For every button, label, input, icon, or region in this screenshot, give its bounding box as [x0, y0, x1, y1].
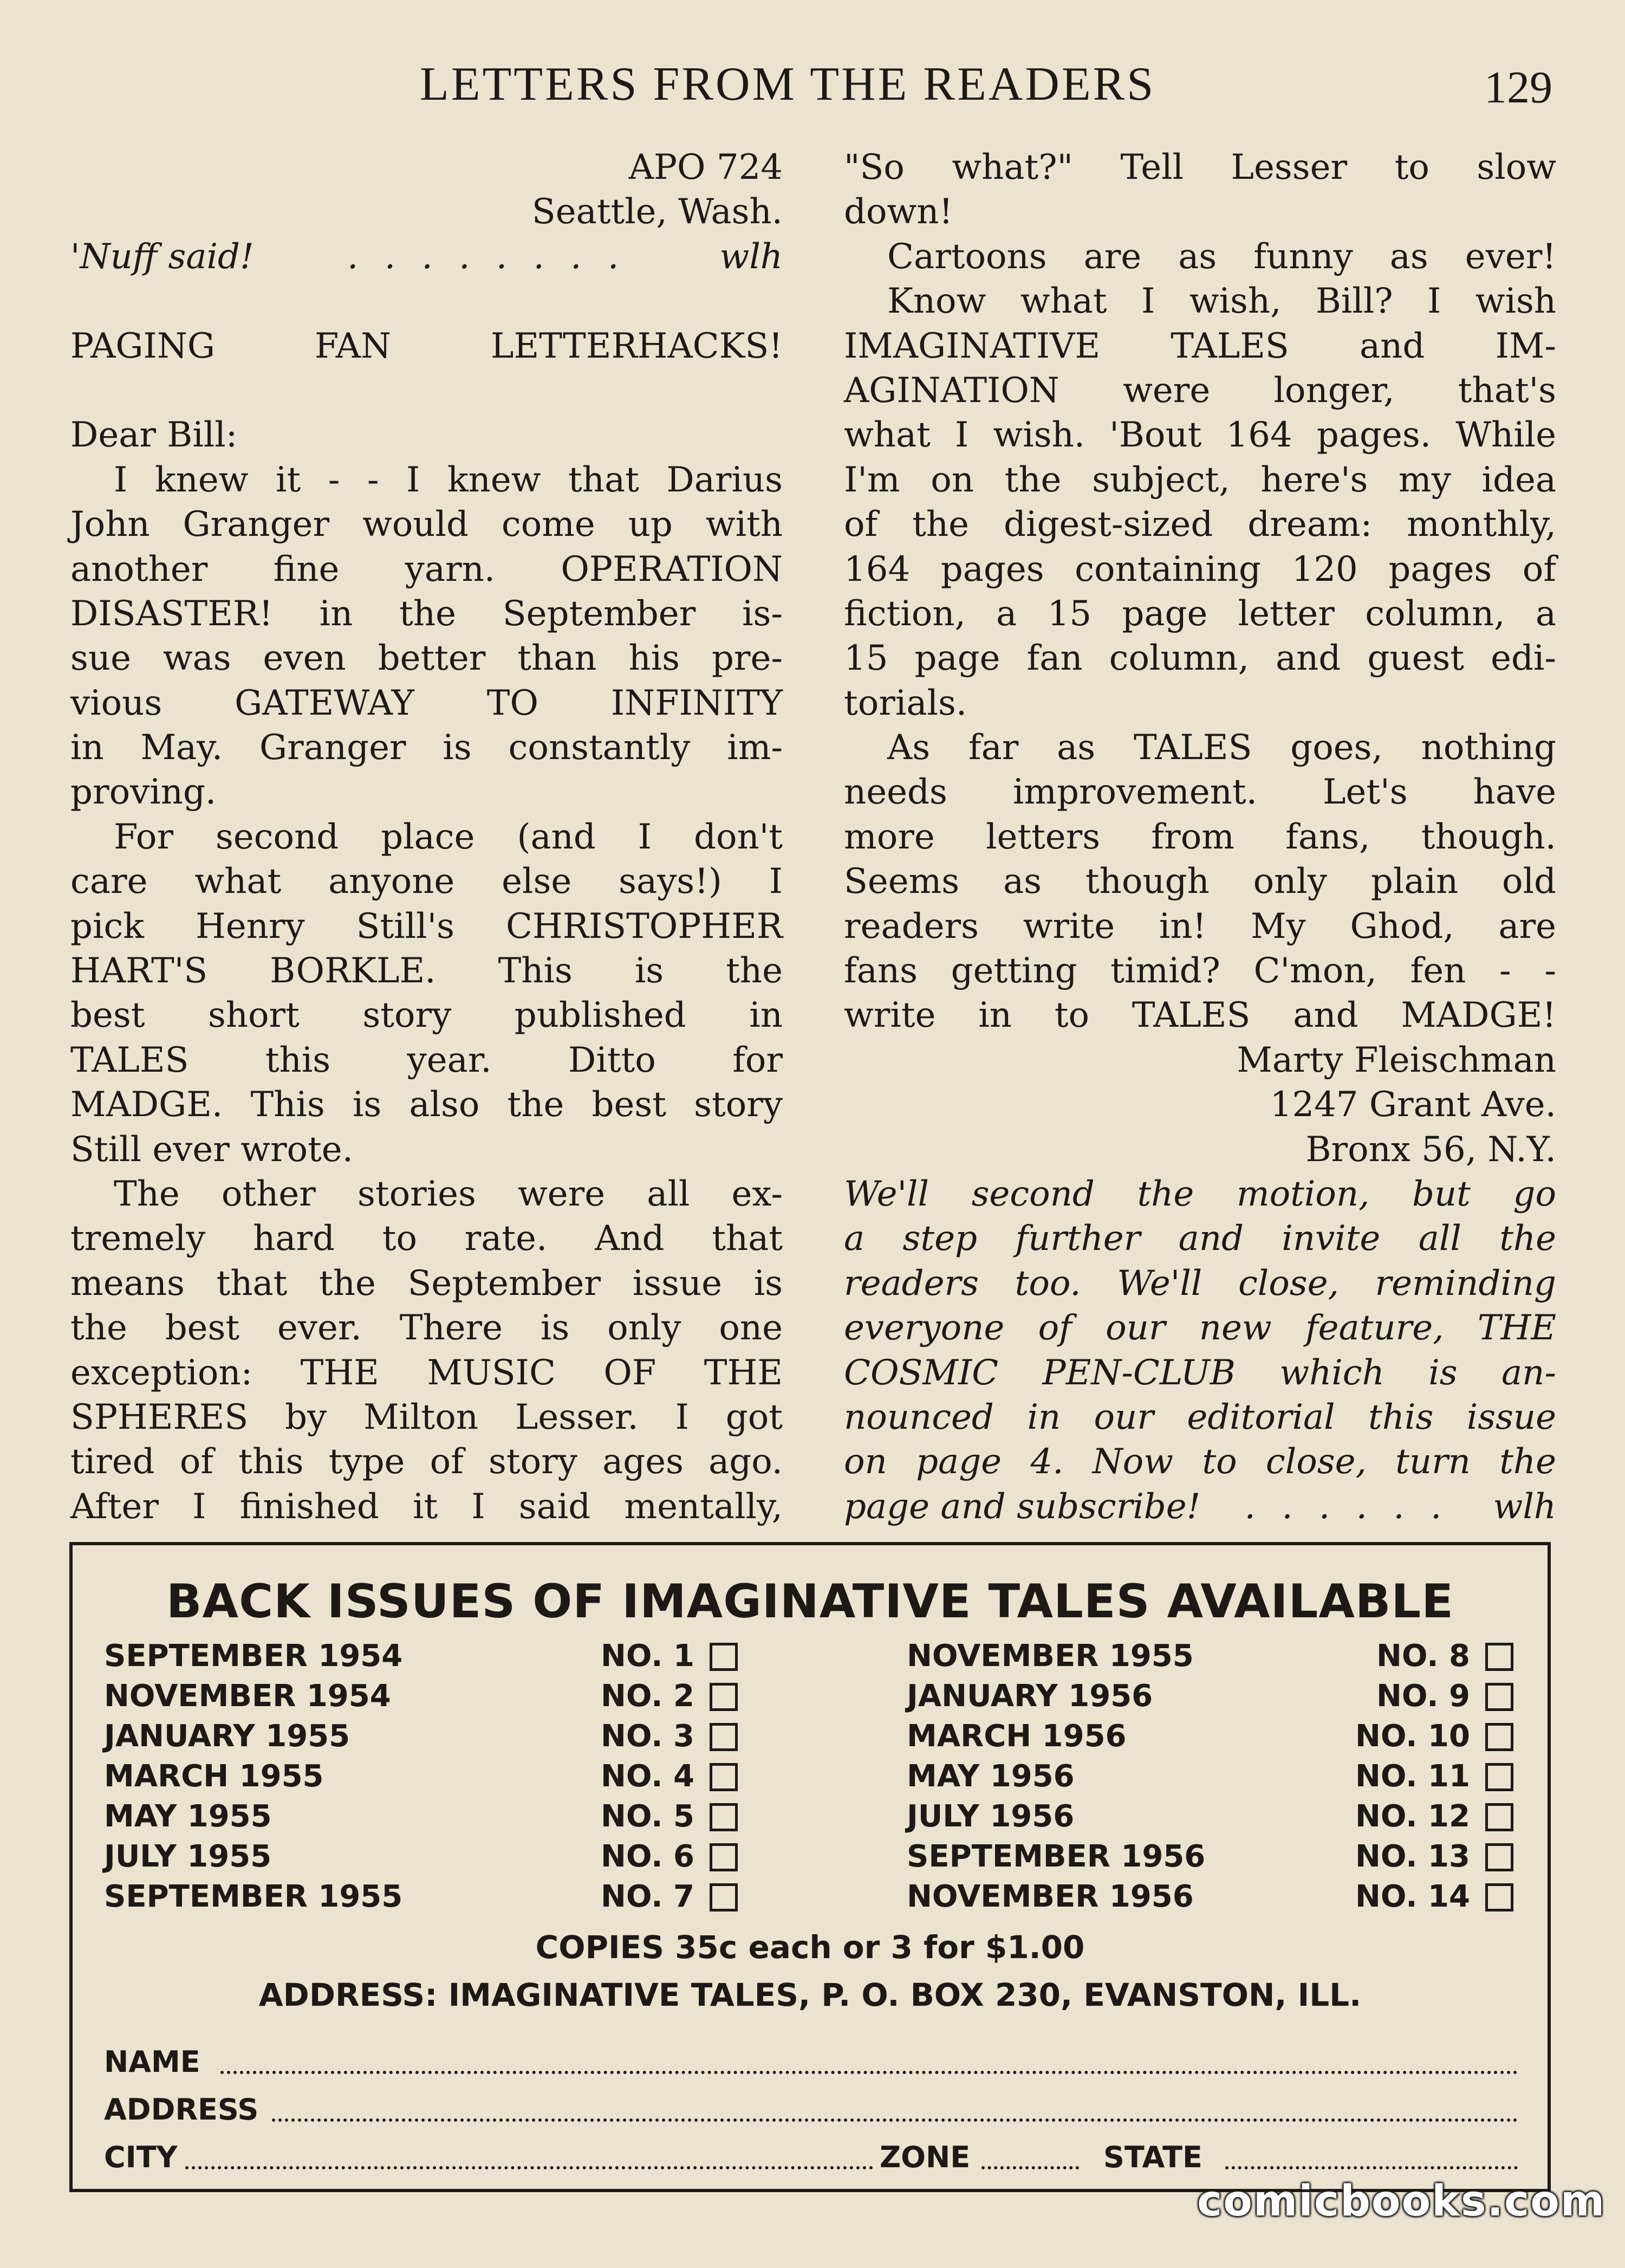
text-line: means that the September issue is: [70, 1263, 783, 1304]
text-line: IMAGINATIVE TALES and IM-: [844, 326, 1556, 366]
issue-date: JULY 1955: [104, 1839, 272, 1874]
text-line: tired of this type of story ages ago.: [70, 1442, 783, 1482]
text-line: in May. Granger is constantly im-: [70, 728, 783, 768]
text-line: AGINATION were longer, that's: [844, 370, 1556, 411]
city-label: CITY: [104, 2140, 178, 2174]
editor-reply-line: We'll second the motion, but go: [844, 1174, 1556, 1214]
issue-row[interactable]: [104, 1638, 738, 1679]
issue-row[interactable]: [104, 1679, 738, 1719]
text-line: 15 page fan column, and guest edi-: [844, 638, 1556, 679]
text-line: best short story published in: [70, 995, 783, 1036]
issue-checkbox[interactable]: [1485, 1683, 1513, 1711]
signature-line: Seattle, Wash.: [531, 192, 783, 232]
text-line: After I finished it I said mentally,: [70, 1486, 783, 1527]
text-line: I knew it - - I knew that Darius: [114, 459, 783, 500]
issue-checkbox[interactable]: [710, 1763, 738, 1791]
text-line: down!: [844, 192, 953, 232]
reply-text: 'Nuff said!: [70, 236, 254, 277]
issue-date: SEPTEMBER 1955: [104, 1879, 403, 1914]
issue-date: MARCH 1956: [907, 1719, 1127, 1754]
watermark-logo: comicbooks.com: [1197, 2177, 1606, 2226]
editor-reply-line: everyone of our new feature, THE: [844, 1308, 1556, 1349]
text-line: write in to TALES and MADGE!: [844, 995, 1556, 1036]
ad-title: BACK ISSUES OF IMAGINATIVE TALES AVAILABLE: [166, 1574, 1454, 1629]
issue-number: NO. 2: [601, 1679, 694, 1714]
text-line: For second place (and I don't: [114, 817, 783, 857]
issue-date: NOVEMBER 1956: [907, 1879, 1194, 1914]
text-line: of the digest-sized dream: monthly,: [844, 504, 1556, 545]
issue-number: NO. 3: [601, 1719, 694, 1754]
issue-date: NOVEMBER 1955: [907, 1638, 1194, 1674]
text-line: fiction, a 15 page letter column, a: [844, 593, 1556, 634]
text-line: readers write in! My Ghod, are: [844, 906, 1556, 947]
text-line: Still ever wrote.: [70, 1129, 353, 1170]
text-line: pick Henry Still's CHRISTOPHER: [70, 906, 783, 947]
text-line: Know what I wish, Bill? I wish: [887, 281, 1556, 322]
text-line: As far as TALES goes, nothing: [887, 728, 1556, 768]
text-line: John Granger would come up with: [70, 504, 783, 545]
page-number: 129: [1484, 62, 1552, 113]
editor-reply-line: nounced in our editorial this issue: [844, 1397, 1556, 1437]
issue-number: NO. 6: [601, 1839, 694, 1874]
issue-checkbox[interactable]: [710, 1803, 738, 1831]
city-zone-state-field[interactable]: [104, 2140, 1518, 2178]
issue-checkbox[interactable]: [1485, 1723, 1513, 1751]
issue-checkbox[interactable]: [710, 1643, 738, 1671]
salutation: Dear Bill:: [70, 415, 238, 456]
issue-date: NOVEMBER 1954: [104, 1679, 391, 1714]
issue-row[interactable]: [907, 1759, 1513, 1799]
issue-checkbox[interactable]: [1485, 1843, 1513, 1871]
issue-checkbox[interactable]: [1485, 1763, 1513, 1791]
issue-checkbox[interactable]: [710, 1883, 738, 1911]
issue-row[interactable]: [907, 1879, 1513, 1919]
text-line: MADGE. This is also the best story: [70, 1085, 783, 1125]
editor-reply: [70, 235, 783, 279]
text-line: care what anyone else says!) I: [70, 861, 783, 902]
page-header: [0, 57, 1625, 116]
text-line: what I wish. 'Bout 164 pages. While: [844, 415, 1556, 456]
state-label: STATE: [1103, 2140, 1202, 2174]
issue-number: NO. 4: [601, 1759, 694, 1794]
city-input-line[interactable]: [185, 2166, 873, 2169]
text-line: the best ever. There is only one: [70, 1308, 783, 1349]
text-line: more letters from fans, though.: [844, 817, 1556, 857]
issue-row[interactable]: [104, 1799, 738, 1839]
issue-date: SEPTEMBER 1956: [907, 1839, 1206, 1874]
editor-reply-line: readers too. We'll close, reminding: [844, 1263, 1556, 1304]
issue-date: JANUARY 1956: [907, 1679, 1153, 1714]
editor-reply-line: on page 4. Now to close, turn the: [844, 1442, 1556, 1482]
back-issues-ad: [69, 1542, 1551, 2192]
text-line: torials.: [844, 683, 967, 723]
reply-text: page and subscribe!: [844, 1486, 1201, 1527]
signature-line: Marty Fleischman: [1237, 1040, 1556, 1080]
running-title: LETTERS FROM THE READERS: [420, 58, 1156, 111]
state-input-line[interactable]: [1225, 2166, 1518, 2169]
mailing-address: ADDRESS: IMAGINATIVE TALES, P. O. BOX 230, EVANSTON, ILL.: [258, 1977, 1362, 2013]
address-input-line[interactable]: [272, 2118, 1518, 2122]
name-field[interactable]: [104, 2045, 1518, 2083]
text-line: vious GATEWAY TO INFINITY: [70, 683, 783, 723]
text-line: Seems as though only plain old: [844, 861, 1556, 902]
reply-initials: wlh: [1493, 1486, 1556, 1527]
issue-number: NO. 1: [601, 1638, 694, 1674]
issue-row[interactable]: [907, 1719, 1513, 1759]
issue-checkbox[interactable]: [1485, 1803, 1513, 1831]
editor-reply-final: [844, 1485, 1556, 1529]
zone-label: ZONE: [880, 2140, 971, 2174]
issue-row[interactable]: [907, 1638, 1513, 1679]
right-column: [844, 145, 1556, 1529]
issue-number: NO. 14: [1355, 1879, 1470, 1914]
text-line: I'm on the subject, here's my idea: [844, 459, 1556, 500]
text-line: tremely hard to rate. And that: [70, 1219, 783, 1259]
issue-number: NO. 10: [1355, 1719, 1470, 1754]
issue-number: NO. 13: [1355, 1839, 1470, 1874]
issue-checkbox[interactable]: [710, 1843, 738, 1871]
text-line: SPHERES by Milton Lesser. I got: [70, 1397, 783, 1437]
zone-input-line[interactable]: [981, 2166, 1079, 2169]
text-line: proving.: [70, 772, 217, 813]
letter-heading: PAGING FAN LETTERHACKS!: [70, 326, 783, 366]
issue-row[interactable]: [104, 1759, 738, 1799]
issue-number: NO. 9: [1376, 1679, 1470, 1714]
signature-line: APO 724: [628, 147, 783, 187]
reply-initials: wlh: [719, 236, 783, 277]
text-line: DISASTER! in the September is-: [70, 593, 783, 634]
price-line: COPIES 35c each or 3 for $1.00: [535, 1929, 1085, 1966]
issue-number: NO. 5: [601, 1799, 694, 1834]
issue-number: NO. 11: [1355, 1759, 1470, 1794]
issue-date: JANUARY 1955: [104, 1719, 350, 1754]
text-line: needs improvement. Let's have: [844, 772, 1556, 813]
issue-date: JULY 1956: [907, 1799, 1075, 1834]
text-line: HART'S BORKLE. This is the: [70, 951, 783, 992]
issue-checkbox[interactable]: [710, 1683, 738, 1711]
address-label: ADDRESS: [104, 2092, 259, 2127]
text-line: exception: THE MUSIC OF THE: [70, 1352, 783, 1393]
issue-date: MAY 1955: [104, 1799, 272, 1834]
text-line: "So what?" Tell Lesser to slow: [844, 147, 1556, 187]
reply-dots: . . . . . .: [1244, 1486, 1450, 1527]
issue-date: MAY 1956: [907, 1759, 1075, 1794]
text-line: The other stories were all ex-: [114, 1174, 783, 1214]
issue-row[interactable]: [104, 1839, 738, 1879]
text-line: another fine yarn. OPERATION: [70, 549, 783, 589]
issue-checkbox[interactable]: [1485, 1883, 1513, 1911]
text-line: fans getting timid? C'mon, fen - -: [844, 951, 1556, 992]
issue-row[interactable]: [907, 1839, 1513, 1879]
issue-row[interactable]: [907, 1799, 1513, 1839]
name-label: NAME: [104, 2045, 200, 2079]
address-field[interactable]: [104, 2092, 1518, 2130]
issue-row[interactable]: [104, 1879, 738, 1919]
issue-number: NO. 7: [601, 1879, 694, 1914]
issue-checkbox[interactable]: [1485, 1643, 1513, 1671]
text-line: TALES this year. Ditto for: [70, 1040, 783, 1080]
issue-number: NO. 8: [1376, 1638, 1470, 1674]
name-input-line[interactable]: [220, 2071, 1518, 2074]
issue-date: SEPTEMBER 1954: [104, 1638, 403, 1674]
text-line: sue was even better than his pre-: [70, 638, 783, 679]
issue-checkbox[interactable]: [710, 1723, 738, 1751]
editor-reply-line: a step further and invite all the: [844, 1219, 1556, 1259]
issue-number: NO. 12: [1355, 1799, 1470, 1834]
reply-dots: . . . . . . . .: [347, 236, 627, 277]
left-column: [70, 145, 783, 1529]
text-line: Cartoons are as funny as ever!: [887, 236, 1556, 277]
text-line: 164 pages containing 120 pages of: [844, 549, 1556, 589]
issue-date: MARCH 1955: [104, 1759, 324, 1794]
signature-line: 1247 Grant Ave.: [1270, 1085, 1556, 1125]
signature-line: Bronx 56, N.Y.: [1305, 1129, 1556, 1170]
issue-row[interactable]: [104, 1719, 738, 1759]
editor-reply-line: COSMIC PEN-CLUB which is an-: [844, 1352, 1556, 1393]
issue-row[interactable]: [907, 1679, 1513, 1719]
